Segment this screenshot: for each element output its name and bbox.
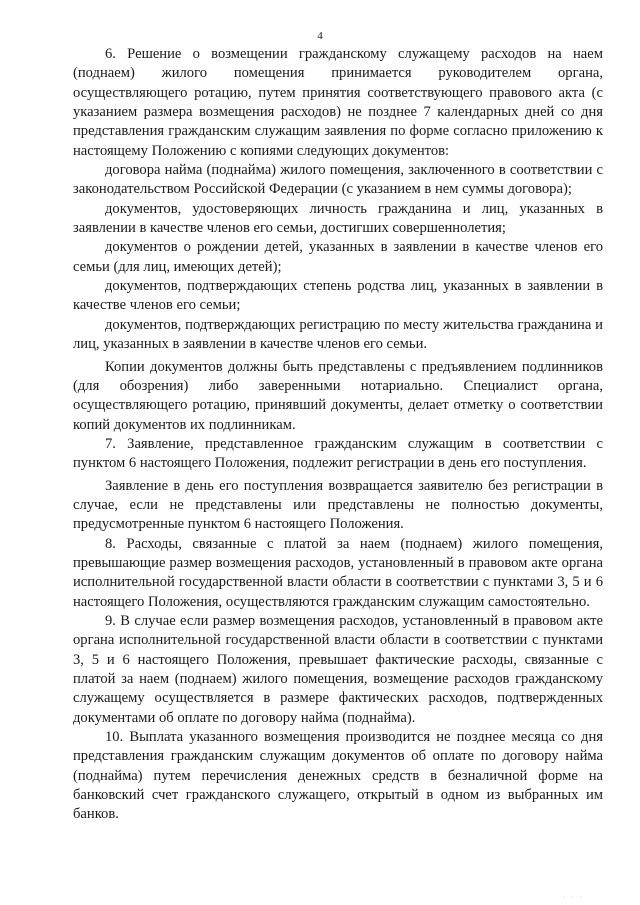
paragraph-9: 9. В случае если размер возмещения расходов, установленный в правовом акте органа исполнительной государственной власти области в соответствии с пунктами 3, 5 и 6 настоящего Положения, превышает фактические расходы, связанные с платой за наем (поднаем) жилого помещения, возмещение расходов гражданскому служащему осуществляется в размере фактических расходов, подтвержденных документами об оплате по договору найма (поднайма). [73, 612, 603, 726]
page-number: 4 [317, 30, 323, 42]
paragraph-7: 7. Заявление, представленное гражданским служащим в соответствии с пунктом 6 настоящего Положения, подлежит регистрации в день его поступления. [73, 435, 603, 472]
paragraph-6-item-identity: документов, удостоверяющих личность гражданина и лиц, указанных в заявлении в качестве членов его семьи, достигших совершеннолетия; [73, 200, 603, 237]
paragraph-7-return: Заявление в день его поступления возвращается заявителю без регистрации в случае, если не представлены или представлены не полностью документы, предусмотренные пунктом 6 настоящего Положения. [73, 477, 603, 533]
paragraph-6-copies: Копии документов должны быть представлены с предъявлением подлинников (для обозрения) либо заверенными нотариально. Специалист органа, осуществляющего ротацию, принявший документы, делает отметку о соответствии копий документов их подлинникам. [73, 358, 603, 433]
paragraph-6-item-contract: договора найма (поднайма) жилого помещения, заключенного в соответствии с законодательством Российской Федерации (с указанием в нем суммы договора); [73, 162, 603, 198]
paragraph-6-item-registration: документов, подтверждающих регистрацию по месту жительства гражданина и лиц, указанных в заявлении в качестве членов его семьи. [73, 316, 603, 353]
document-body [73, 45, 603, 825]
paragraph-10: 10. Выплата указанного возмещения производится не позднее месяца со дня представления гражданским служащим документов об оплате по договору найма (поднайма) путем перечисления денежных средств в безналичной форме на банковский счет гражданского служащего, открытый в одном из выбранных им банков. [73, 729, 603, 823]
paragraph-6: 6. Решение о возмещении гражданскому служащему расходов на наем (поднаем) жилого помещения принимается руководителем органа, осуществляющего ротацию, путем принятия соответствующего правового акта (с указанием размера возмещения расходов) не позднее 7 календарных дней со дня представления гражданским служащим заявления по форме согласно приложению к настоящему Положению с копиями следующих документов: [73, 46, 603, 159]
scan-artifact: · · · [562, 893, 584, 902]
paragraph-6-item-birth: документов о рождении детей, указанных в заявлении в качестве членов его семьи (для лиц, имеющих детей); [73, 239, 603, 275]
paragraph-6-item-kinship: документов, подтверждающих степень родства лиц, указанных в заявлении в качестве членов его семьи; [73, 278, 603, 314]
paragraph-8: 8. Расходы, связанные с платой за наем (поднаем) жилого помещения, превышающие размер возмещения расходов, установленный в правовом акте органа исполнительной государственной власти области в соответствии с пунктами 3, 5 и 6 настоящего Положения, осуществляются гражданским служащим самостоятельно. [73, 535, 603, 610]
